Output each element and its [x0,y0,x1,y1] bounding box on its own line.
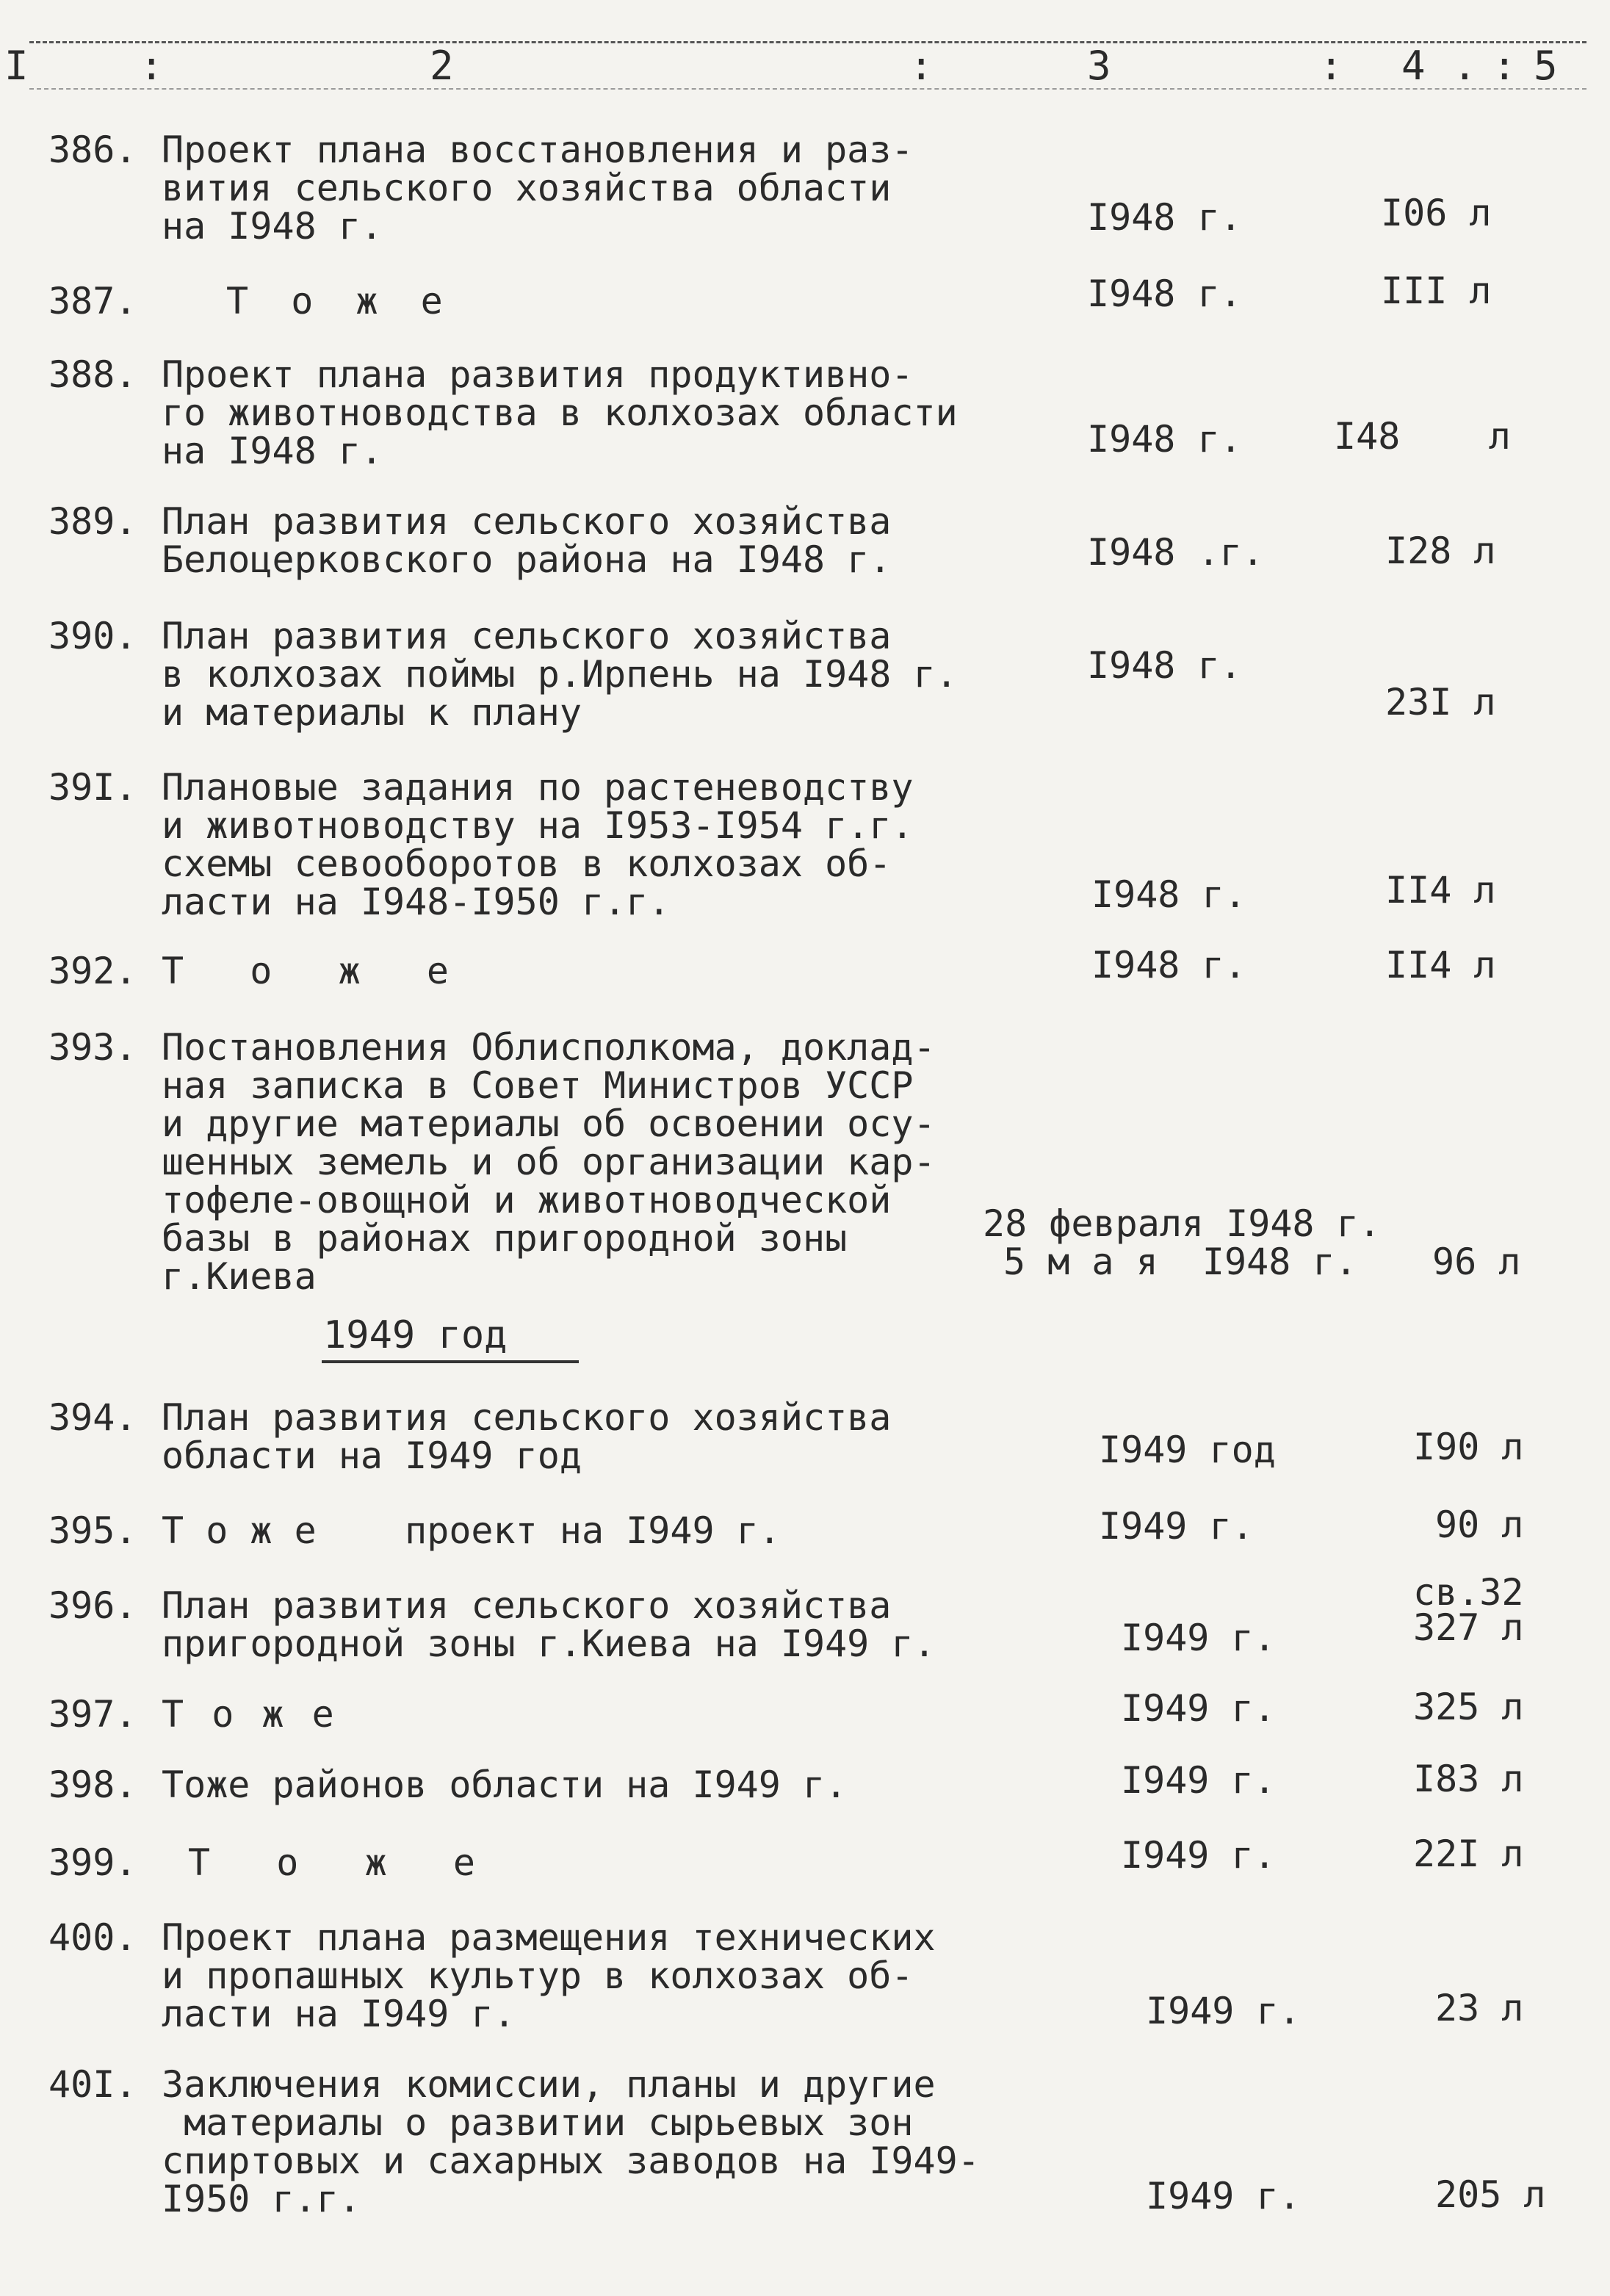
entry-sheets: 205 л [1435,2173,1546,2216]
entry-text-line: и другие материалы об освоении осу- [162,1102,936,1145]
entry-text-line: Т о ж е [162,950,457,992]
entry-date: I948 г. [1091,944,1246,986]
entry-number: 395. [48,1509,137,1552]
column-separator: : [140,43,164,89]
entry-number: 394. [48,1396,137,1439]
entry-date: I949 г. [1121,1617,1276,1659]
entry-sheets: II4 л [1385,869,1496,911]
entry-date: I949 г. [1121,1834,1276,1877]
entry-text-line: План развития сельского хозяйства [162,1584,892,1627]
entry-text-line: План развития сельского хозяйства [162,1396,892,1439]
entry-text-line: Т о ж е [162,1693,337,1736]
entry-sheets: I83 л [1413,1758,1524,1800]
entry-sheets: 90 л [1435,1503,1524,1546]
entry-text-line: и пропашных культур в колхозах об- [162,1954,914,1997]
entry-date: I948 г. [1087,418,1242,461]
entry-date: I949 г. [1121,1759,1276,1802]
column-header-1: I [4,43,29,89]
entry-sheets: 327 л [1413,1606,1524,1649]
column-separator: : [1492,43,1517,89]
column-separator: : [909,43,934,89]
entry-text-line: Т о ж е [188,1841,483,1884]
entry-text-line: I950 г.г. [162,2178,361,2220]
entry-text-line: Т о ж е проект на I949 г. [162,1509,781,1552]
column-header-3: 3 [1087,43,1111,89]
entry-date: I949 год [1099,1429,1276,1471]
entry-text-line: План развития сельского хозяйства [162,500,892,543]
entry-text-line: пригородной зоны г.Киева на I949 г. [162,1622,936,1665]
section-heading-1949: 1949 год [323,1313,508,1357]
entry-date: I948 .г. [1087,531,1264,574]
entry-text-line: на I948 г. [162,205,383,248]
entry-text-line: Постановления Облисполкома, доклад- [162,1026,936,1069]
entry-date: I948 г. [1087,196,1242,239]
entry-text-line: на I948 г. [162,430,383,472]
entry-text-line: схемы севооборотов в колхозах об- [162,842,892,885]
column-header-2: 2 [430,43,454,89]
entry-number: 388. [48,353,137,396]
entry-volume: св.32 [1413,1571,1524,1614]
entry-text-line: материалы о развитии сырьевых зон [162,2101,914,2144]
entry-sheets: 22I л [1413,1833,1524,1875]
entry-date: I949 г. [1146,2175,1301,2217]
entry-text-line: области на I949 год [162,1434,582,1477]
entry-sheets: I28 л [1385,530,1496,572]
entry-number: 392. [48,950,137,992]
entry-date: I948 г. [1091,873,1246,916]
entry-sheets: 96 л [1432,1241,1521,1283]
entry-sheets: 23I л [1385,681,1496,723]
header-bottom-rule [29,88,1586,90]
entry-text-line: Проект плана восстановления и раз- [162,129,914,171]
entry-number: 389. [48,500,137,543]
column-separator: : [1319,43,1343,89]
entry-sheets: III л [1381,270,1492,312]
entry-text-line: вития сельского хозяйства области [162,167,892,209]
entry-text-line: и материалы к плану [162,691,582,734]
entry-date-end: 5 м а я I948 г. [1003,1241,1357,1283]
entry-text-line: спиртовых и сахарных заводов на I949- [162,2140,980,2182]
entry-date: I949 г. [1121,1687,1276,1730]
entry-date: I948 г. [1087,272,1242,315]
entry-text-line: го животноводства в колхозах области [162,391,958,434]
entry-text-line: Заключения комиссии, планы и другие [162,2063,936,2106]
entry-sheets: 23 л [1435,1987,1524,2029]
column-separator: . [1453,43,1477,89]
entry-text-line: ласти на I948-I950 г.г. [162,881,671,923]
entry-date: I949 г. [1146,1990,1301,2032]
entry-number: 397. [48,1693,137,1736]
entry-sheets: I06 л [1381,192,1492,234]
entry-number: 386. [48,129,137,171]
column-header-4: 4 [1401,43,1426,89]
entry-text-line: Т о ж е [226,280,453,322]
entry-text-line: и животноводству на I953-I954 г.г. [162,804,914,847]
entry-date: I948 г. [1087,644,1242,687]
entry-number: 40I. [48,2063,137,2106]
entry-number: 387. [48,280,137,322]
entry-sheets: II4 л [1385,944,1496,986]
entry-number: 400. [48,1916,137,1959]
entry-text-line: ная записка в Совет Министров УССР [162,1064,914,1107]
header-top-rule [29,41,1586,43]
entry-text-line: тофеле-овощной и животноводческой [162,1179,892,1221]
entry-text-line: Проект плана развития продуктивно- [162,353,914,396]
entry-number: 393. [48,1026,137,1069]
entry-number: 399. [48,1841,137,1884]
section-heading-underline [322,1360,579,1363]
entry-text-line: Белоцерковского района на I948 г. [162,538,892,581]
entry-text-line: г.Киева [162,1255,317,1298]
entry-text-line: Проект плана размещения технических [162,1916,936,1959]
entry-number: 390. [48,615,137,657]
entry-number: 396. [48,1584,137,1627]
entry-text-line: шенных земель и об организации кар- [162,1141,936,1183]
entry-number: 39I. [48,766,137,809]
entry-text-line: ласти на I949 г. [162,1993,516,2035]
entry-date: 28 февраля I948 г. [983,1202,1381,1245]
column-header-5: 5 [1534,43,1558,89]
entry-text-line: в колхозах поймы р.Ирпень на I948 г. [162,653,958,696]
entry-date: I949 г. [1099,1505,1254,1548]
entry-text-line: Тоже районов области на I949 г. [162,1763,848,1806]
entry-sheets: 325 л [1413,1686,1524,1728]
entry-text-line: План развития сельского хозяйства [162,615,892,657]
entry-sheets: I90 л [1413,1426,1524,1468]
entry-text-line: базы в районах пригородной зоны [162,1217,848,1260]
entry-sheets: I48 л [1334,415,1511,458]
entry-text-line: Плановые задания по растеневодству [162,766,914,809]
entry-number: 398. [48,1763,137,1806]
